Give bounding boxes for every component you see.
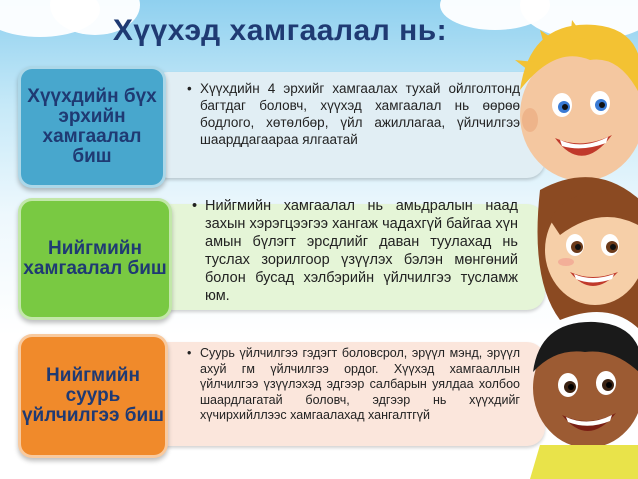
description-body-3: Суурь үйлчилгээ гэдэгт боловсрол, эрүүл мэнд, эрүүл ахуй гм үйлчилгээ ордог. Хүүхэд хамгааллын үйлчилгээ үзүүлэхэд эдгээр салбарын уялдаа холбоо шаардлагатай боловч, эдгээр нь хүүхдийг хүчирхийллээс хамгаалахад хангалтгүй <box>200 346 520 422</box>
blond-boy-illustration <box>515 20 638 181</box>
label-box-2 <box>18 198 172 320</box>
bullet-icon: • <box>187 81 192 96</box>
description-body-2: Нийгмийн хамгаалал нь амьдралын наад захын хэрэгцээгээ хангаж чадахгүй байгаа хүн амын бүлэгт эрсдлийг даван туулахад нь туслах зорилгоор үзүүлэх бэлэн мөнгөний болон бусад хэлбэрийн үйлчилгээ тусламж юм. <box>205 198 518 304</box>
label-text-1: Хүүхдийн бүх эрхийн хамгаалал биш <box>27 86 157 167</box>
page-title: Хүүхэд хамгаалал нь: <box>112 14 448 47</box>
dark-hair-boy-illustration <box>530 322 638 479</box>
brown-hair-girl-illustration <box>538 177 638 330</box>
bullet-icon: • <box>192 198 198 214</box>
description-text-2 <box>192 197 518 305</box>
label-box-3 <box>18 334 168 458</box>
label-text-3: Нийгмийн суурь үйлчилгээ биш <box>21 365 165 426</box>
description-text-1 <box>187 80 520 148</box>
description-text-3 <box>187 346 520 424</box>
bullet-icon: • <box>187 346 192 360</box>
kid-illustrations <box>500 0 638 479</box>
label-box-1 <box>18 66 166 188</box>
label-text-2: Нийгмийн хамгаалал биш <box>23 238 167 279</box>
description-body-1: Хүүхдийн 4 эрхийг хамгаалах тухай ойлголтонд багтдаг боловч, хүүхэд хамгаалал нь өөрөө бодлого, хөтөлбөр, үйл ажиллагаа, үйлчилгээ шаарддагаараа ялгаатай <box>200 81 520 147</box>
